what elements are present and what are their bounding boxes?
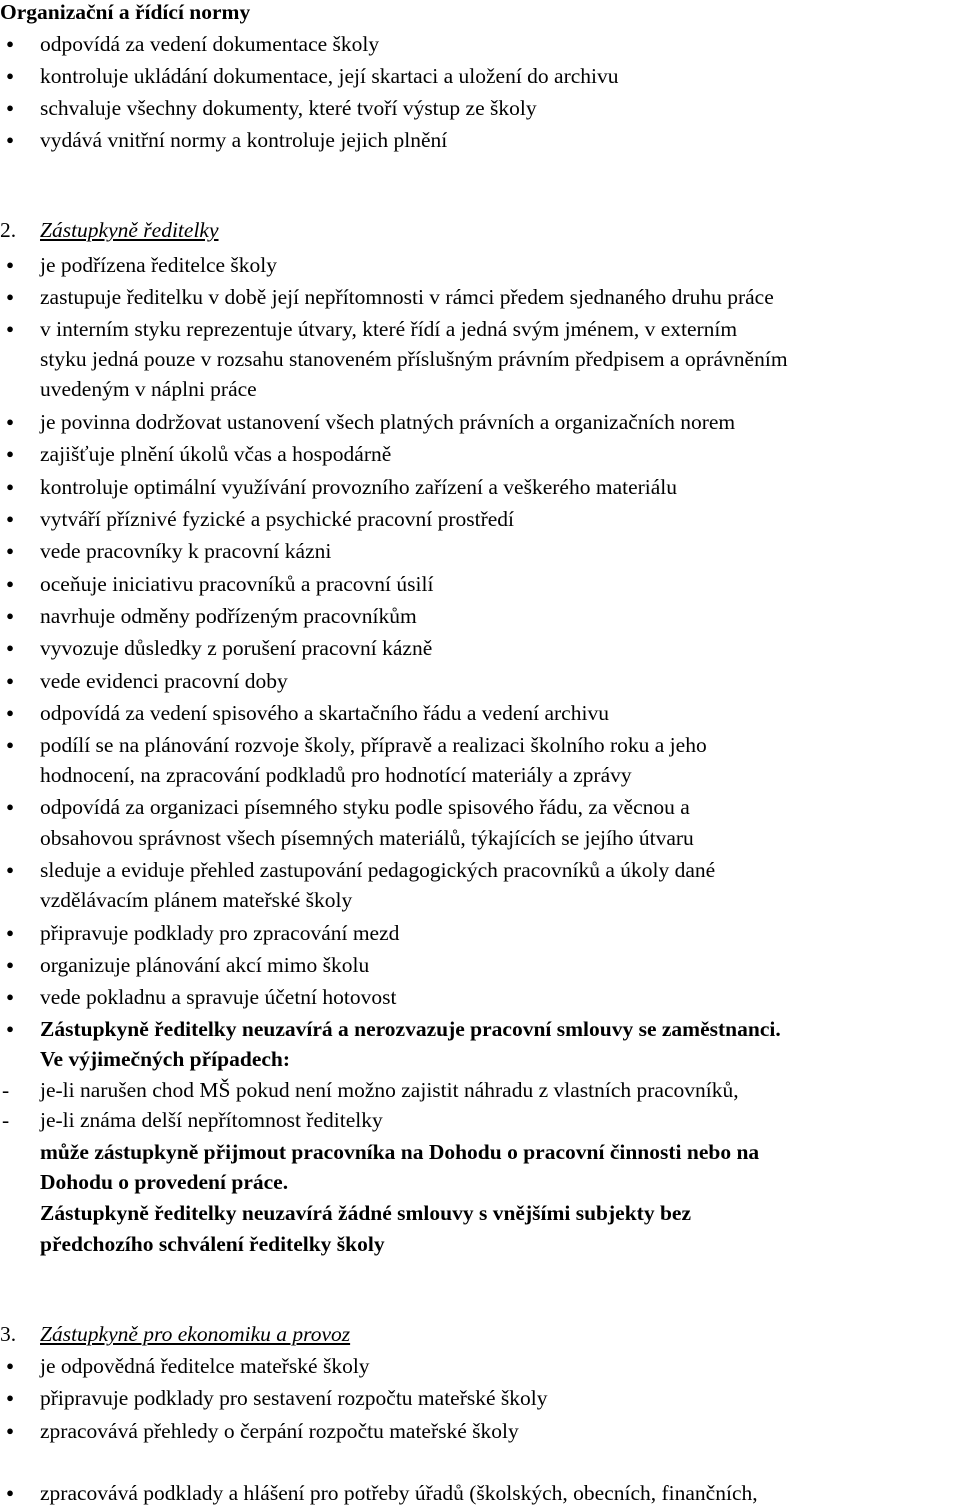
list-item: zastupuje ředitelku v době její nepřítomnosti v rámci předem sjednaného druhu práce	[40, 285, 774, 309]
list-item-bold: Zástupkyně ředitelky neuzavírá a nerozvazuje pracovní smlouvy se zaměstnanci.	[40, 1017, 781, 1041]
bullet-icon: ●	[6, 543, 14, 558]
list-item: vydává vnitřní normy a kontroluje jejich plnění	[40, 128, 448, 152]
bullet-icon: ●	[6, 1021, 14, 1036]
dash-marker: -	[2, 1078, 10, 1102]
list-item: vyvozuje důsledky z porušení pracovní kázně	[40, 636, 433, 660]
bullet-icon: ●	[6, 68, 14, 83]
list-item: schvaluje všechny dokumenty, které tvoří výstup ze školy	[40, 96, 537, 120]
list-item: kontroluje optimální využívání provozního zařízení a veškerého materiálu	[40, 475, 678, 499]
list-item: je odpovědná ředitelce mateřské školy	[40, 1354, 370, 1378]
list-item: vede pracovníky k pracovní kázni	[40, 539, 332, 563]
list-item: zpracovává podklady a hlášení pro potřeby úřadů (školských, obecních, finančních,	[40, 1481, 758, 1505]
bullet-icon: ●	[6, 576, 14, 591]
list-item: odpovídá za vedení dokumentace školy	[40, 32, 380, 56]
list-item: vede pokladnu a spravuje účetní hotovost	[40, 985, 397, 1009]
list-item: odpovídá za organizaci písemného styku podle spisového řádu, za věcnou a	[40, 795, 690, 819]
bullet-icon: ●	[6, 1358, 14, 1373]
list-item: kontroluje ukládání dokumentace, její skartaci a uložení do archivu	[40, 64, 619, 88]
bullet-icon: ●	[6, 132, 14, 147]
list-item: je podřízena ředitelce školy	[40, 253, 277, 277]
list-item: je povinna dodržovat ustanovení všech platných právních a organizačních norem	[40, 410, 736, 434]
bullet-icon: ●	[6, 925, 14, 940]
bullet-icon: ●	[6, 1485, 14, 1500]
bullet-icon: ●	[6, 1423, 14, 1438]
bold-note-line: Zástupkyně ředitelky neuzavírá žádné smlouvy s vnějšími subjekty bez	[40, 1201, 692, 1225]
bullet-icon: ●	[6, 446, 14, 461]
list-item: připravuje podklady pro zpracování mezd	[40, 921, 400, 945]
list-item-continuation: styku jedná pouze v rozsahu stanoveném příslušným právním předpisem a oprávněním	[40, 347, 788, 371]
bullet-icon: ●	[6, 511, 14, 526]
bullet-icon: ●	[6, 257, 14, 272]
bullet-icon: ●	[6, 321, 14, 336]
list-item-continuation: hodnocení, na zpracování podkladů pro hodnotící materiály a zprávy	[40, 763, 632, 787]
list-item: vede evidenci pracovní doby	[40, 669, 288, 693]
bullet-icon: ●	[6, 414, 14, 429]
bullet-icon: ●	[6, 862, 14, 877]
bullet-icon: ●	[6, 799, 14, 814]
bullet-icon: ●	[6, 705, 14, 720]
dash-item: je-li známa delší nepřítomnost ředitelky	[40, 1108, 383, 1132]
list-item: v interním styku reprezentuje útvary, které řídí a jedná svým jménem, v externím	[40, 317, 738, 341]
bullet-icon: ●	[6, 640, 14, 655]
list-item: oceňuje iniciativu pracovníků a pracovní úsilí	[40, 572, 434, 596]
bullet-icon: ●	[6, 673, 14, 688]
section-title: Zástupkyně ředitelky	[40, 218, 219, 242]
list-item: sleduje a eviduje přehled zastupování pedagogických pracovníků a úkoly dané	[40, 858, 716, 882]
bullet-icon: ●	[6, 737, 14, 752]
bullet-icon: ●	[6, 608, 14, 623]
bullet-icon: ●	[6, 289, 14, 304]
bullet-icon: ●	[6, 957, 14, 972]
bold-note-line: Dohodu o provedení práce.	[40, 1170, 289, 1194]
dash-marker: -	[2, 1108, 10, 1132]
list-item: zajišťuje plnění úkolů včas a hospodárně	[40, 442, 392, 466]
list-item-continuation: uvedeným v náplni práce	[40, 377, 257, 401]
list-item: organizuje plánování akcí mimo školu	[40, 953, 370, 977]
section-number: 3.	[0, 1322, 17, 1346]
section-title: Zástupkyně pro ekonomiku a provoz	[40, 1322, 351, 1346]
bullet-icon: ●	[6, 479, 14, 494]
section-number: 2.	[0, 218, 17, 242]
bold-note-line: předchozího schválení ředitelky školy	[40, 1232, 385, 1256]
bullet-icon: ●	[6, 36, 14, 51]
list-item: odpovídá za vedení spisového a skartačního řádu a vedení archivu	[40, 701, 609, 725]
list-item: vytváří příznivé fyzické a psychické pracovní prostředí	[40, 507, 515, 531]
list-item: připravuje podklady pro sestavení rozpočtu mateřské školy	[40, 1386, 548, 1410]
bullet-icon: ●	[6, 1390, 14, 1405]
dash-item: je-li narušen chod MŠ pokud není možno zajistit náhradu z vlastních pracovníků,	[40, 1078, 739, 1102]
section-heading: Organizační a řídící normy	[0, 0, 251, 24]
list-item-continuation: obsahovou správnost všech písemných materiálů, týkajících se jejího útvaru	[40, 826, 694, 850]
list-item: podílí se na plánování rozvoje školy, přípravě a realizaci školního roku a jeho	[40, 733, 707, 757]
bullet-icon: ●	[6, 989, 14, 1004]
bullet-icon: ●	[6, 100, 14, 115]
exceptions-heading: Ve výjimečných případech:	[40, 1047, 291, 1071]
bold-note-line: může zástupkyně přijmout pracovníka na Dohodu o pracovní činnosti nebo na	[40, 1140, 760, 1164]
list-item-continuation: vzdělávacím plánem mateřské školy	[40, 888, 353, 912]
list-item: zpracovává přehledy o čerpání rozpočtu mateřské školy	[40, 1419, 519, 1443]
list-item: navrhuje odměny podřízeným pracovníkům	[40, 604, 417, 628]
